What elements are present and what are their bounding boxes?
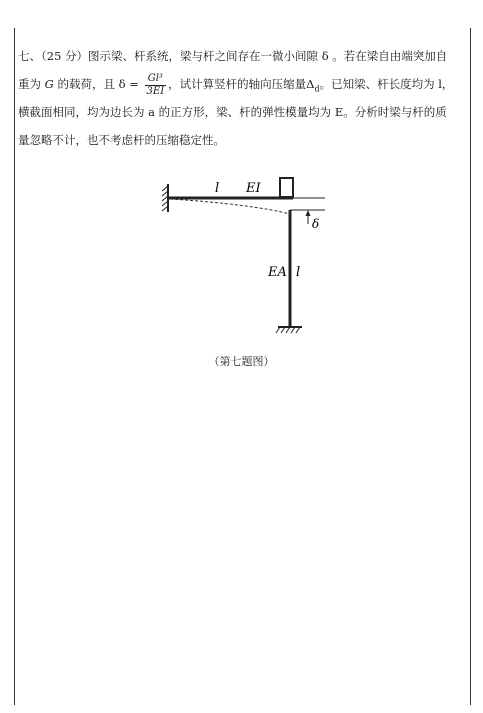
subscript: d [314, 84, 320, 94]
problem-line-2 [18, 70, 466, 98]
load-block [280, 178, 293, 197]
text-segment: 。已知梁、杆长度均为 l， [319, 77, 454, 91]
problem-line-3: 横截面相同，均为边长为 a 的正方形，梁、杆的弹性模量均为 E。分析时梁与杆的质 [18, 105, 447, 119]
gap-arrowhead [306, 210, 311, 216]
load-symbol: G [44, 77, 54, 91]
text-segment: 的载荷，且 δ = [53, 77, 143, 91]
beam-stiffness-label: EI [246, 181, 261, 196]
problem-line-1: 七、（25 分）图示梁、杆系统，梁与杆之间存在一微小间隙 δ 。若在梁自由端突加自 [18, 49, 448, 63]
fraction-denominator: 3EI [146, 85, 165, 97]
problem-text [18, 42, 466, 154]
problem-line-4: 量忽略不计，也不考虑杆的压缩稳定性。 [18, 133, 225, 147]
beam-length-label: l [215, 181, 220, 196]
rod-length-label: l [296, 265, 301, 280]
fraction-numerator: Gl³ [145, 73, 167, 86]
deflection-curve [170, 199, 290, 214]
delta-fraction [145, 73, 167, 98]
beam-rod-figure [160, 172, 340, 342]
gap-label: δ [312, 217, 320, 231]
figure-caption: （第七题图） [208, 355, 275, 368]
text-segment: 重为 [18, 77, 45, 91]
rod-stiffness-label: EA [268, 265, 287, 280]
text-segment: ，试计算竖杆的轴向压缩量Δ [168, 77, 315, 91]
